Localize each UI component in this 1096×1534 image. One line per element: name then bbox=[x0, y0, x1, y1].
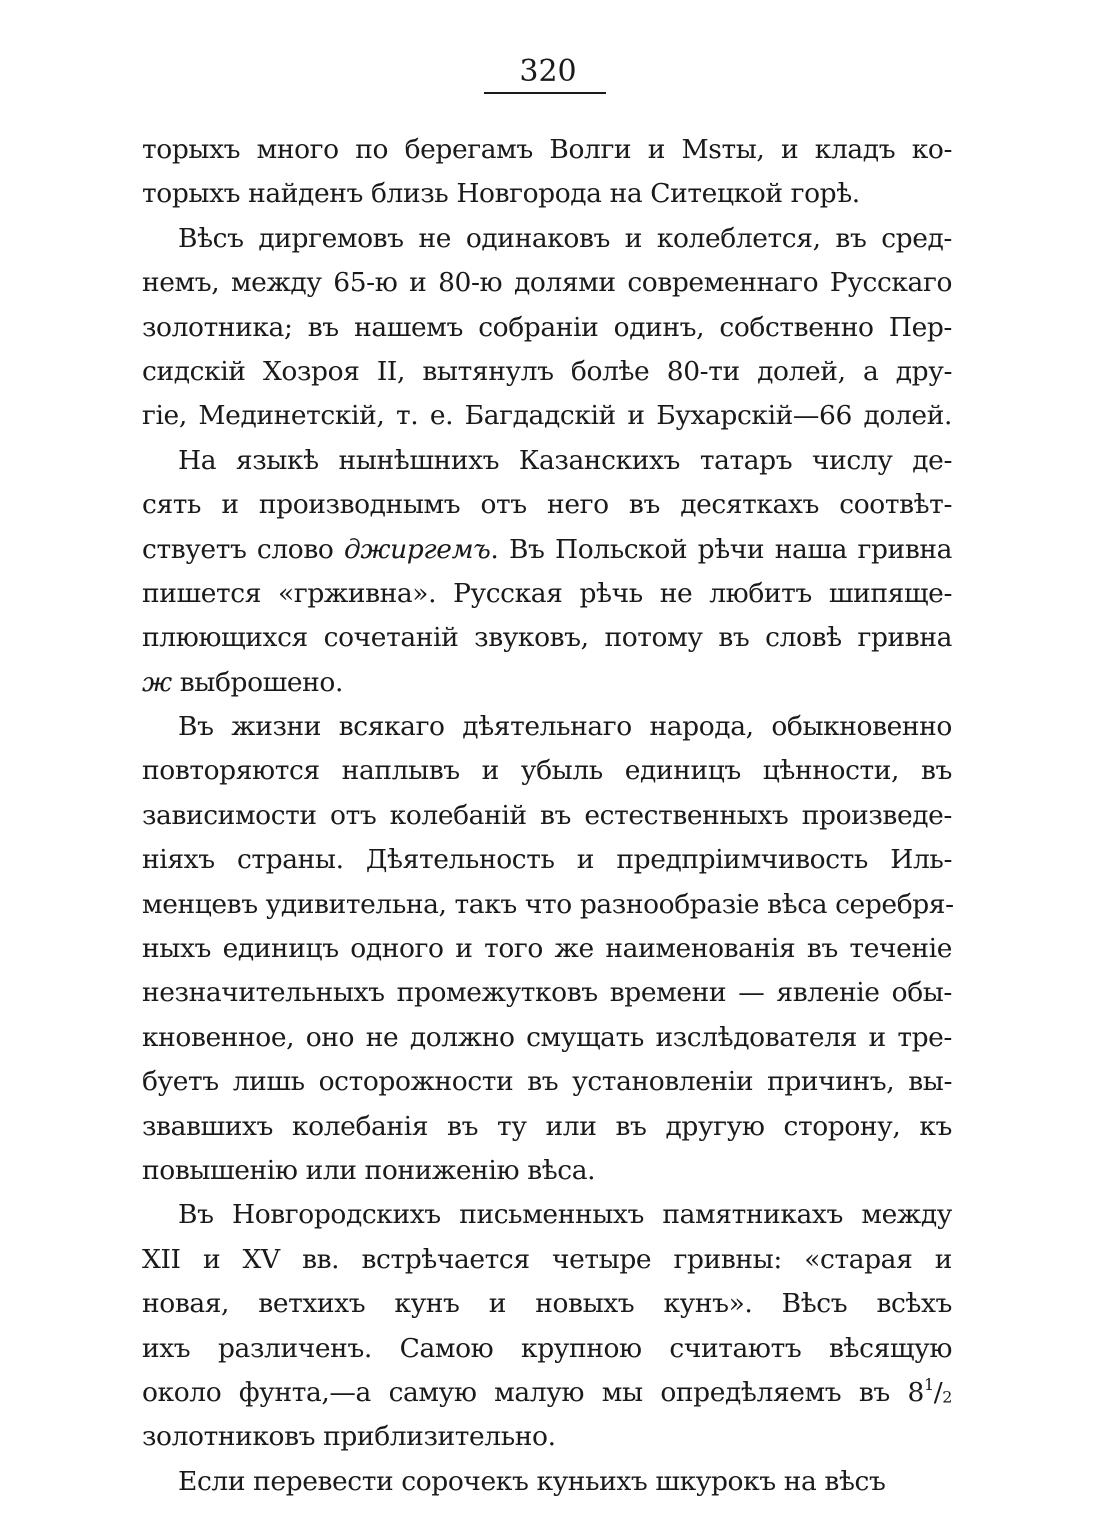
text-line: Въ жизни всякаго дѣятельнаго народа, обыкновенно bbox=[178, 711, 952, 743]
text-line: гіе, Мединетскій, т. е. Багдадскій и Бухарскій—66 долей. bbox=[142, 400, 952, 432]
text-line: торыхъ найденъ близь Новгорода на Ситецкой горѣ. bbox=[142, 178, 860, 210]
text-fragment: около фунта,—а самую малую мы опредѣляемъ въ 8 bbox=[142, 1376, 925, 1408]
text-fragment: выброшено. bbox=[171, 666, 344, 698]
text-line: немъ, между 65-ю и 80-ю долями современнаго Русскаго bbox=[142, 267, 952, 299]
text-line: ныхъ единицъ одного и того же наименованія въ теченіе bbox=[142, 933, 952, 965]
header-rule bbox=[484, 92, 606, 94]
text-line: ихъ различенъ. Самою крупною считаютъ вѣсящую bbox=[142, 1332, 952, 1364]
text-line: плюющихся сочетаній звуковъ, потому въ словѣ гривна bbox=[142, 622, 952, 654]
page-number: 320 bbox=[519, 54, 577, 89]
text-line: золотника; въ нашемъ собраніи одинъ, собственно Пер- bbox=[142, 311, 952, 343]
text-line bbox=[142, 661, 952, 705]
text-line: новая, ветхихъ кунъ и новыхъ кунъ». Вѣсъ всѣхъ bbox=[142, 1288, 952, 1320]
text-fragment: ствуетъ слово bbox=[142, 533, 344, 565]
text-line: золотниковъ приблизительно. bbox=[142, 1421, 556, 1453]
text-line: торыхъ много по берегамъ Волги и Msты, и кладъ ко- bbox=[142, 134, 952, 165]
text-line: повторяются наплывъ и убыль единицъ цѣнности, въ bbox=[142, 755, 952, 787]
text-line: На языкѣ нынѣшнихъ Казанскихъ татаръ числу де- bbox=[178, 444, 952, 476]
fraction-slash: / bbox=[933, 1376, 943, 1408]
text-line bbox=[142, 1371, 952, 1415]
italic-word: ж bbox=[142, 666, 172, 698]
text-line: менцевъ удивительна, такъ что разнообразіе вѣса серебря- bbox=[142, 888, 954, 920]
text-line: пишется «грживна». Русская рѣчь не любитъ шипяще- bbox=[142, 577, 952, 609]
body-text bbox=[142, 128, 952, 1504]
text-line: буетъ лишь осторожности въ установленіи причинъ, вы- bbox=[142, 1066, 952, 1098]
fraction-denominator: 2 bbox=[942, 1387, 952, 1407]
fraction-numerator: 1 bbox=[924, 1374, 934, 1394]
text-line: XII и XV вв. встрѣчается четыре гривны: «старая и bbox=[142, 1243, 952, 1275]
text-line: зависимости отъ колебаній въ естественныхъ произведе- bbox=[142, 799, 952, 831]
text-fragment: . Въ Польской рѣчи наша гривна bbox=[490, 533, 953, 565]
text-line: звавшихъ колебанія въ ту или въ другую сторону, къ bbox=[142, 1110, 952, 1142]
text-line: Въ Новгородскихъ письменныхъ памятникахъ между bbox=[178, 1199, 952, 1231]
text-line: незначительныхъ промежутковъ времени — явленіе обы- bbox=[142, 977, 952, 1009]
text-line: Вѣсъ диргемовъ не одинаковъ и колеблется, въ сред- bbox=[178, 222, 952, 254]
text-line: сидскій Хозроя II, вытянулъ болѣе 80-ти долей, а дру- bbox=[142, 355, 952, 387]
text-line: Если перевести сорочекъ куньихъ шкурокъ на вѣсъ bbox=[178, 1465, 886, 1497]
italic-word: джиргемъ bbox=[343, 533, 491, 565]
text-line: ніяхъ страны. Дѣятельность и предпріимчивость Иль- bbox=[142, 844, 952, 876]
text-line: сять и производнымъ отъ него въ десяткахъ соотвѣт- bbox=[142, 489, 952, 521]
text-line: кновенное, оно не должно смущать изслѣдователя и тре- bbox=[142, 1021, 952, 1053]
text-line bbox=[142, 528, 952, 572]
text-line: повышенію или пониженію вѣса. bbox=[142, 1154, 596, 1186]
